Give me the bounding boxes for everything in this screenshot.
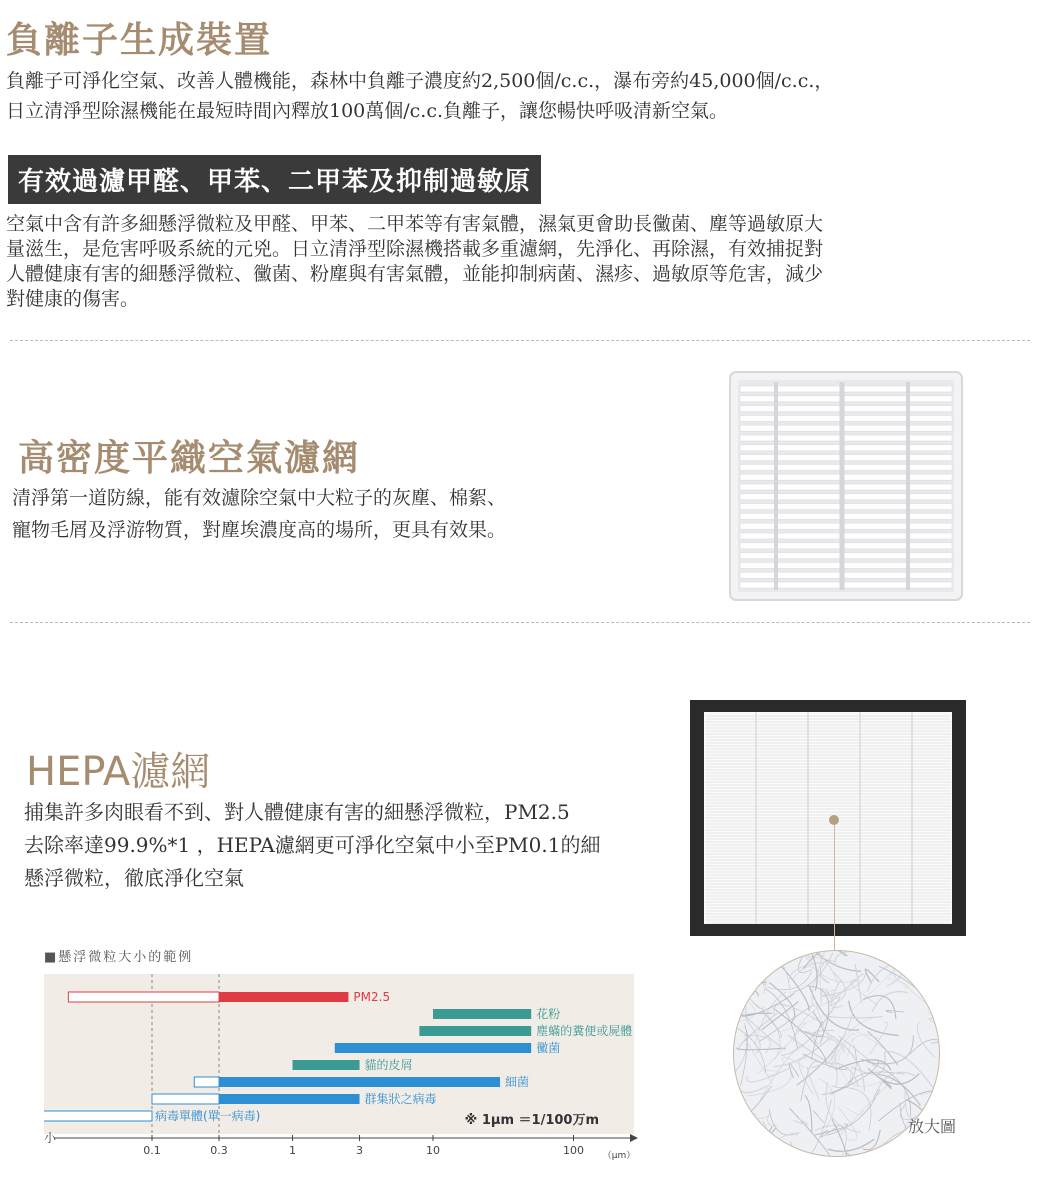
chart-bar xyxy=(293,1060,360,1070)
section4-line1: 捕集許多肉眼看不到、對人體健康有害的細懸浮微粒，PM2.5 xyxy=(24,800,570,824)
x-unit-label: （μm） xyxy=(602,1151,636,1161)
chart-title: ■懸浮微粒大小的範例 xyxy=(44,950,194,965)
chart-bar-label: 群集狀之病毒 xyxy=(364,1092,437,1106)
section2-line1: 空氣中含有許多細懸浮微粒及甲醛、甲苯、二甲苯等有害氣體，濕氣更會助長黴菌、塵等過敏原大 xyxy=(6,213,824,235)
chart-bar xyxy=(219,992,348,1002)
chart-bar-label: 病毒單體(單一病毒) xyxy=(155,1109,261,1123)
section4-body xyxy=(24,796,600,895)
chart-bar-label: 貓的皮屑 xyxy=(364,1058,413,1072)
x-tick-label: 0.1 xyxy=(143,1144,161,1157)
magnifier-line xyxy=(834,820,835,952)
chart-bar-outline xyxy=(152,1094,219,1104)
section4-title: HEPA濾網 xyxy=(26,749,211,795)
hepa-filter-image xyxy=(690,700,966,936)
x-tick-label: 3 xyxy=(356,1144,364,1157)
x-axis-arrow xyxy=(630,1134,638,1142)
divider xyxy=(10,340,1030,341)
chart-bar xyxy=(219,1077,500,1087)
section3-line1: 清淨第一道防線，能有效濾除空氣中大粒子的灰塵、棉絮、 xyxy=(12,487,507,509)
chart-plot xyxy=(44,966,644,1166)
section1-line2: 日立清淨型除濕機能在最短時間內釋放100萬個/c.c.負離子，讓您暢快呼吸清新空氣。 xyxy=(6,100,729,122)
section3-title: 高密度平織空氣濾網 xyxy=(18,438,361,479)
section2-banner: 有效過濾甲醛、甲苯、二甲苯及抑制過敏原 xyxy=(8,155,541,204)
x-tick-label: 1 xyxy=(289,1144,296,1157)
particle-size-chart xyxy=(44,946,644,1166)
mesh-filter-image xyxy=(728,370,964,602)
chart-bar-outline xyxy=(68,992,219,1002)
zoom-label: 放大圖 xyxy=(908,1117,957,1136)
section3-body xyxy=(12,482,506,546)
chart-note: ※ 1μm ＝1/100万m xyxy=(464,1113,599,1128)
x-tick-label: 10 xyxy=(426,1144,440,1157)
section4-line2: 去除率達99.9%*1 ，HEPA濾網更可淨化空氣中小至PM0.1的細 xyxy=(24,833,601,857)
section2-body xyxy=(6,212,823,312)
section2-line2: 量滋生，是危害呼吸系統的元兇。日立清淨型除濕機搭載多重濾網，先淨化、再除濕，有效捕捉對 xyxy=(6,238,824,260)
chart-bar xyxy=(433,1009,531,1019)
chart-bar xyxy=(335,1043,531,1053)
section2-line3: 人體健康有害的細懸浮微粒、黴菌、粉塵與有害氣體，並能抑制病菌、濕疹、過敏原等危害，減少 xyxy=(6,263,824,285)
section1-line1: 負離子可淨化空氣、改善人體機能，森林中負離子濃度約2,500個/c.c.，瀑布旁約45,000個/c.c.， xyxy=(6,70,834,92)
divider xyxy=(10,622,1030,623)
x-tick-label: 0.3 xyxy=(210,1144,228,1157)
x-tick-label: 100 xyxy=(563,1144,584,1157)
section1-body xyxy=(6,66,833,126)
chart-bar xyxy=(419,1026,531,1036)
chart-bar xyxy=(219,1094,359,1104)
section2-line4: 對健康的傷害。 xyxy=(6,288,140,310)
magnifier-dot xyxy=(829,815,839,825)
chart-bar-label: 塵蟎的糞便或屍體 xyxy=(536,1024,633,1038)
chart-bar-label: PM2.5 xyxy=(353,990,391,1004)
chart-bar-label: 細菌 xyxy=(505,1075,530,1089)
x-axis-start-label: 小 xyxy=(44,1131,57,1145)
chart-bar-outline xyxy=(194,1077,219,1087)
chart-bar-label: 花粉 xyxy=(536,1007,561,1021)
section1-title: 負離子生成裝置 xyxy=(6,20,273,61)
section4-line3: 懸浮微粒，徹底淨化空氣 xyxy=(24,866,244,890)
section3-line2: 寵物毛屑及浮游物質，對塵埃濃度高的場所，更具有效果。 xyxy=(12,519,507,541)
chart-bar xyxy=(44,1111,152,1121)
chart-bar-label: 黴菌 xyxy=(536,1041,561,1055)
